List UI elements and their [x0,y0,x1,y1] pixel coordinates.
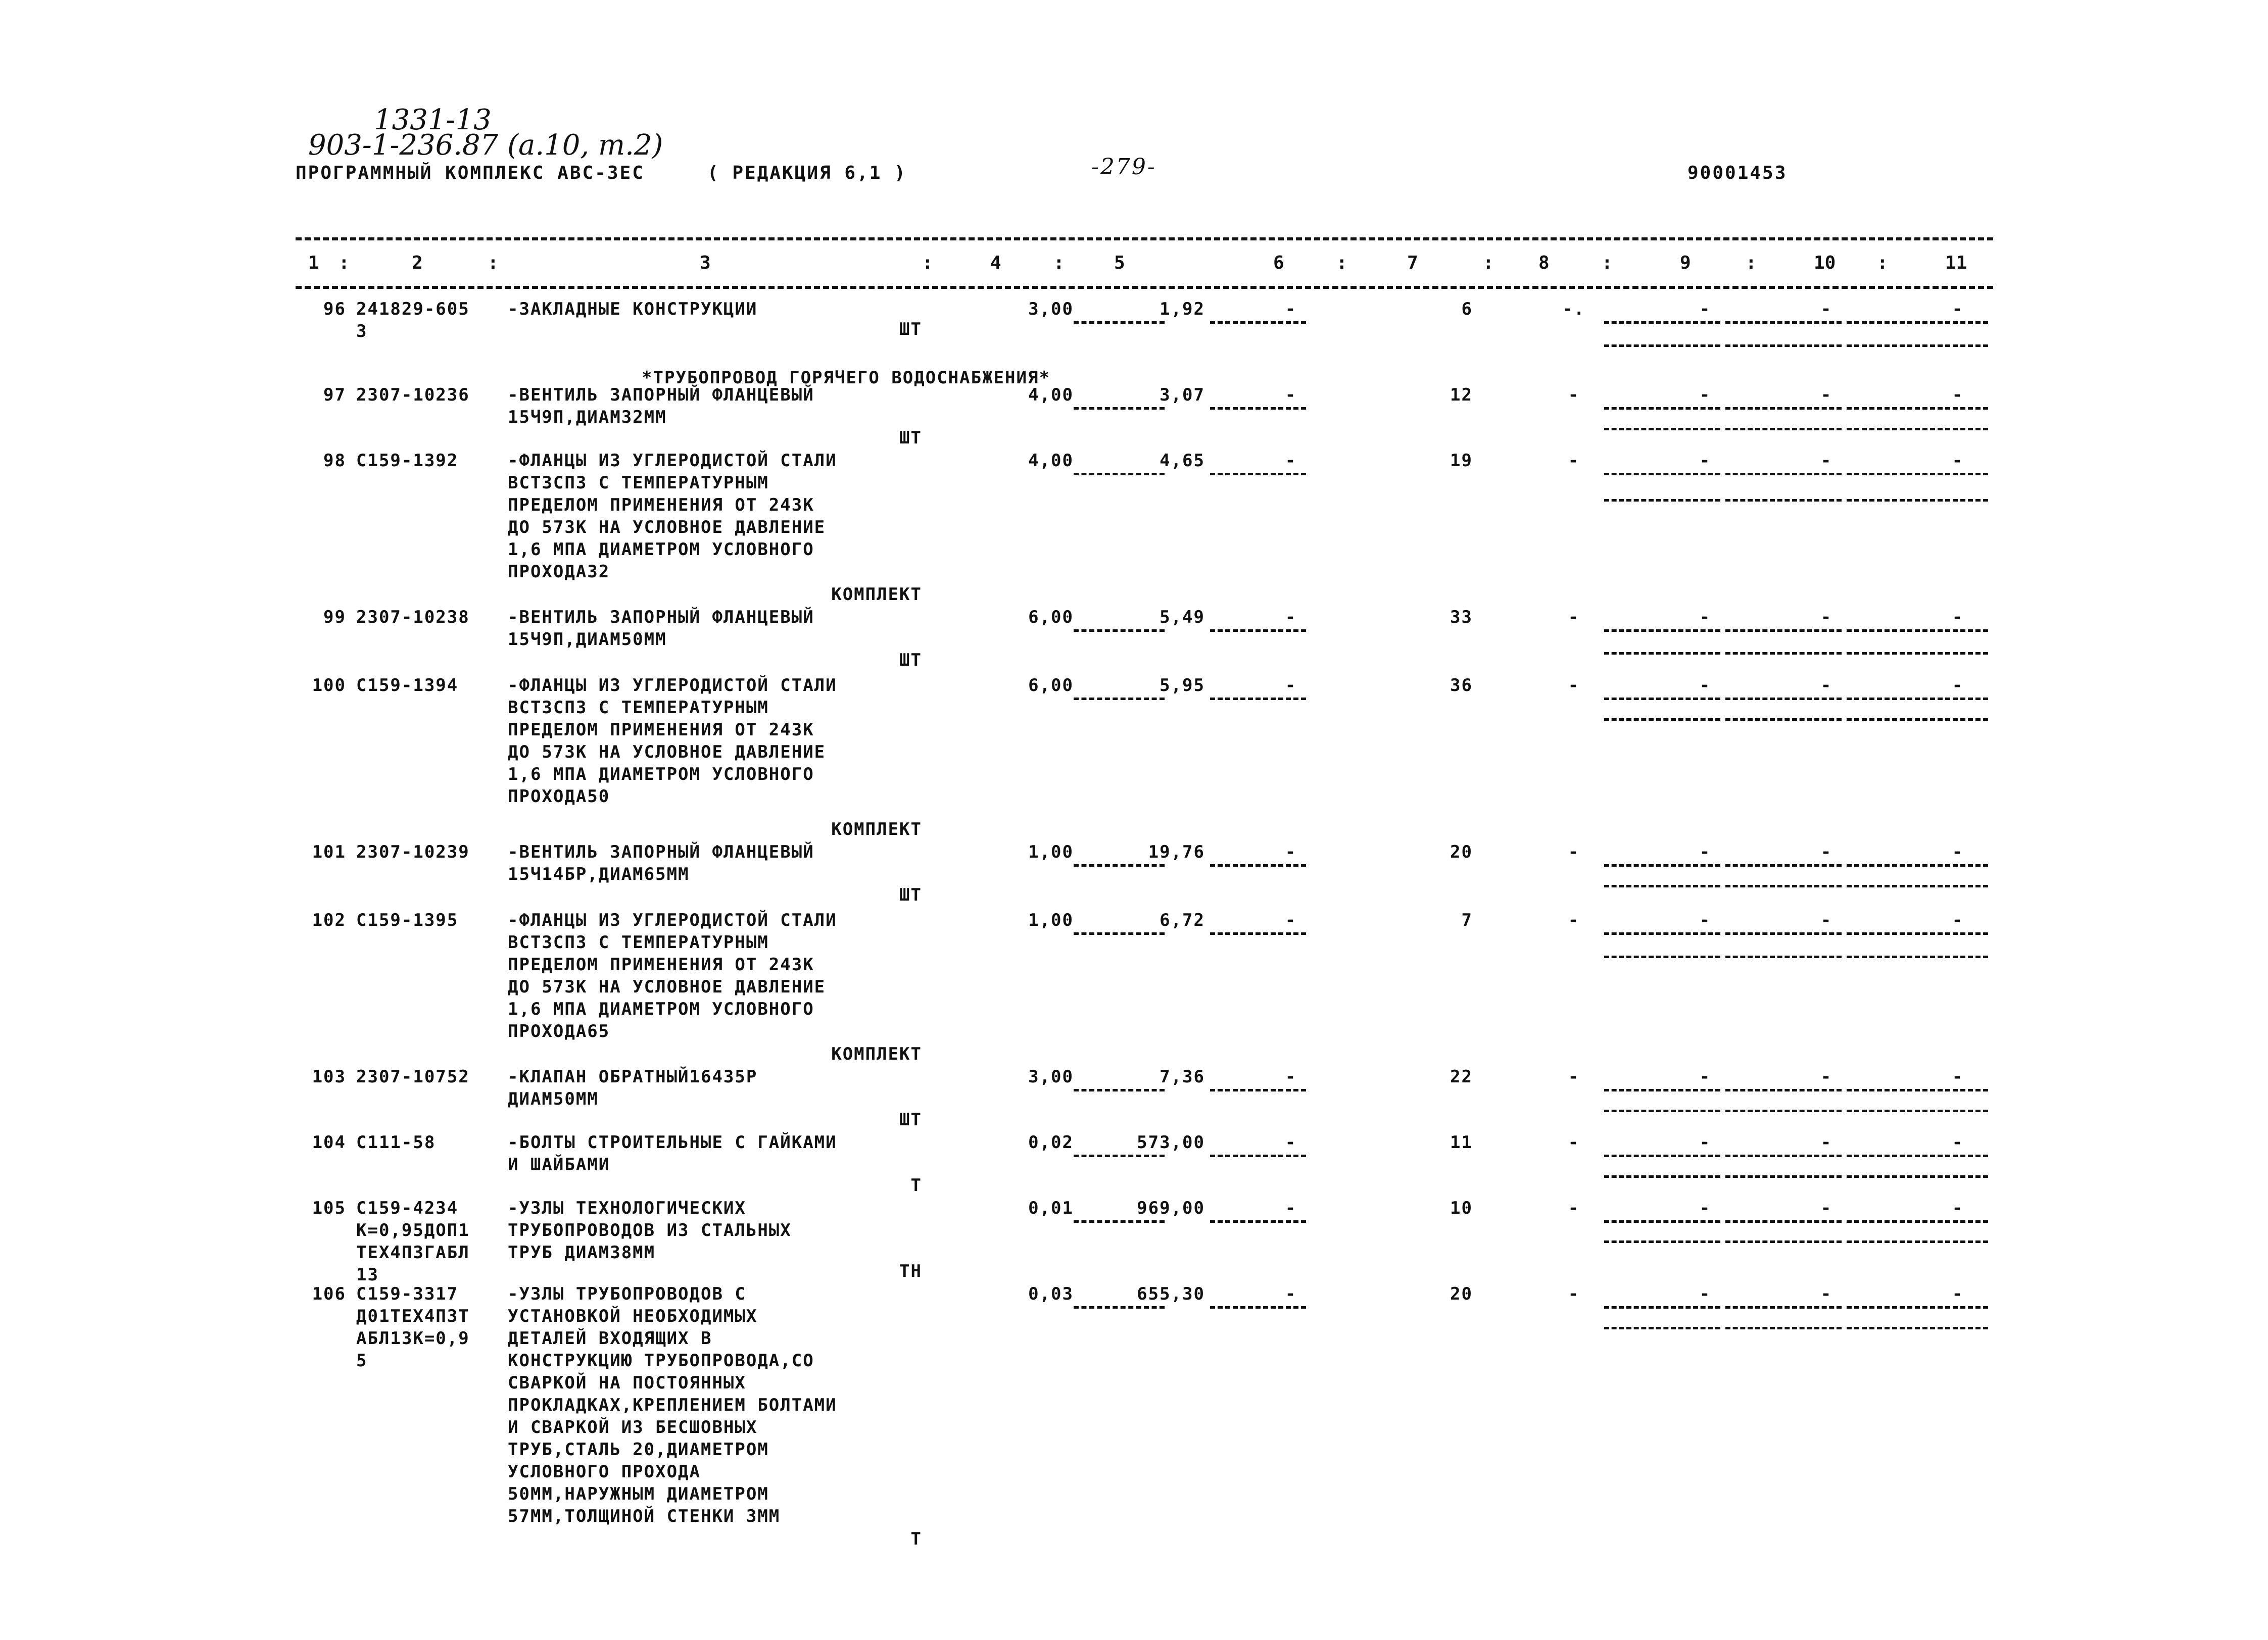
col6-value: - [1285,910,1297,930]
col9-value: - [1699,842,1711,862]
subtotal-rule [1725,1327,1842,1329]
subtotal-rule [1210,698,1306,700]
subtotal-rule [1604,1155,1720,1157]
unit-label: ШТ [899,1110,922,1130]
col8-value: - [1568,910,1580,930]
col6-value: - [1285,1067,1297,1087]
subtotal-rule [1604,1306,1720,1309]
col11-value: - [1952,1198,1964,1218]
col9-value: - [1699,607,1711,627]
subtotal-rule [1604,499,1720,502]
subtotal-rule [1604,407,1720,410]
subtotal-rule [1074,864,1165,867]
subtotal-rule [1604,344,1720,347]
subtotal-rule [1604,698,1720,700]
unit-price: 5,49 [1160,607,1205,627]
quantity: 4,00 [1028,451,1074,471]
subtotal-rule [1725,885,1842,887]
item-description: -ФЛАНЦЫ ИЗ УГЛЕРОДИСТОЙ СТАЛИ ВСТ3СП3 С ТЕМПЕРАТУРНЫМ ПРЕДЕЛОМ ПРИМЕНЕНИЯ ОТ 243К ДО 573К НА УСЛОВНОЕ ДАВЛЕНИЕ 1,6 МПА ДИАМЕТРОМ УСЛОВНОГО ПРОХОДА50 [508,675,837,807]
column-number: 3 [700,253,711,273]
col9-value: - [1699,1284,1711,1304]
subtotal-rule [1604,718,1720,721]
subtotal-rule [1725,652,1842,655]
rate-code: 241829-605 3 [356,299,470,341]
rate-code: 2307-10752 [356,1067,470,1087]
unit-label: КОМПЛЕКТ [831,584,922,605]
item-description: -ФЛАНЦЫ ИЗ УГЛЕРОДИСТОЙ СТАЛИ ВСТ3СП3 С ТЕМПЕРАТУРНЫМ ПРЕДЕЛОМ ПРИМЕНЕНИЯ ОТ 243К ДО 573К НА УСЛОВНОЕ ДАВЛЕНИЕ 1,6 МПА ДИАМЕТРОМ УСЛОВНОГО ПРОХОДА65 [508,910,837,1041]
col8-value: - [1568,451,1580,471]
col9-value: - [1699,675,1711,695]
col7-value: 22 [1450,1067,1473,1087]
rate-code: С159-1392 [356,451,459,471]
subtotal-rule [1847,1327,1988,1329]
rate-code: 2307-10239 [356,842,470,862]
col11-value: - [1952,1067,1964,1087]
quantity: 6,00 [1028,675,1074,695]
col6-value: - [1285,299,1297,319]
quantity: 1,00 [1028,842,1074,862]
col8-value: - [1568,1198,1580,1218]
row-number: 99 [323,607,346,627]
subtotal-rule [1847,344,1988,347]
subtotal-rule [1847,499,1988,502]
col11-value: - [1952,842,1964,862]
subtotal-rule [1725,698,1842,700]
subtotal-rule [1725,1089,1842,1091]
subtotal-rule [1074,473,1165,475]
unit-price: 4,65 [1160,451,1205,471]
subtotal-rule [1210,629,1306,632]
col10-value: - [1820,910,1832,930]
subtotal-rule [1210,321,1306,324]
col10-value: - [1820,385,1832,405]
subtotal-rule [1847,652,1988,655]
subtotal-rule [1725,1306,1842,1309]
col10-value: - [1820,1284,1832,1304]
subtotal-rule [1847,1240,1988,1243]
unit-label: ШТ [899,319,922,339]
col8-value: - [1568,1132,1580,1153]
subtotal-rule [1725,428,1842,430]
col11-value: - [1952,1284,1964,1304]
row-number: 97 [323,385,346,405]
unit-price: 6,72 [1160,910,1205,930]
subtotal-rule [1847,428,1988,430]
rate-code: С159-1394 [356,675,459,695]
unit-label: Т [910,1529,922,1549]
subtotal-rule [1210,407,1306,410]
subtotal-rule [1725,473,1842,475]
subtotal-rule [1074,629,1165,632]
quantity: 3,00 [1028,299,1074,319]
col10-value: - [1820,451,1832,471]
subtotal-rule [1847,885,1988,887]
subtotal-rule [1725,1110,1842,1112]
col8-value: - [1568,1284,1580,1304]
col7-value: 36 [1450,675,1473,695]
unit-price: 573,00 [1137,1132,1205,1153]
quantity: 3,00 [1028,1067,1074,1087]
col6-value: - [1285,451,1297,471]
subtotal-rule [1210,473,1306,475]
subtotal-rule [1847,1110,1988,1112]
column-number: 11 [1945,253,1967,273]
subtotal-rule [1725,956,1842,958]
column-separator: : [1877,253,1888,273]
col9-value: - [1699,910,1711,930]
col9-value: - [1699,299,1711,319]
col11-value: - [1952,299,1964,319]
subtotal-rule [1604,1110,1720,1112]
col7-value: 10 [1450,1198,1473,1218]
col11-value: - [1952,1132,1964,1153]
page-number: -279- [1091,154,1156,180]
unit-label: КОМПЛЕКТ [831,1044,922,1064]
subtotal-rule [1847,629,1988,632]
col7-value: 11 [1450,1132,1473,1153]
subtotal-rule [1725,321,1842,324]
subtotal-rule [1074,321,1165,324]
handwritten-code: 1331-13 [374,104,492,136]
subtotal-rule [1604,864,1720,867]
subtotal-rule [1847,698,1988,700]
quantity: 0,03 [1028,1284,1074,1304]
col6-value: - [1285,1284,1297,1304]
row-number: 96 [323,299,346,319]
header-rule-bottom [296,286,1993,289]
subtotal-rule [1725,864,1842,867]
col11-value: - [1952,910,1964,930]
col7-value: 20 [1450,1284,1473,1304]
subtotal-rule [1725,932,1842,935]
subtotal-rule [1604,473,1720,475]
col7-value: 19 [1450,451,1473,471]
subtotal-rule [1725,629,1842,632]
column-separator: : [339,253,350,273]
rate-code: С159-4234 К=0,95ДОП1 ТЕХ4П3ГАБЛ 13 [356,1198,470,1285]
subtotal-rule [1847,932,1988,935]
subtotal-rule [1725,407,1842,410]
col10-value: - [1820,842,1832,862]
header-rule-top [296,237,1993,240]
column-separator: : [922,253,933,273]
subtotal-rule [1604,321,1720,324]
item-description: -ЗАКЛАДНЫЕ КОНСТРУКЦИИ [508,299,758,319]
subtotal-rule [1847,1306,1988,1309]
unit-label: Т [910,1175,922,1196]
subtotal-rule [1074,1155,1165,1157]
subtotal-rule [1074,698,1165,700]
subtotal-rule [1604,1240,1720,1243]
subtotal-rule [1074,1306,1165,1309]
subtotal-rule [1604,629,1720,632]
row-number: 106 [312,1284,346,1304]
rate-code: С159-1395 [356,910,459,930]
subtotal-rule [1725,1175,1842,1178]
col8-value: - [1568,607,1580,627]
col10-value: - [1820,675,1832,695]
quantity: 6,00 [1028,607,1074,627]
subtotal-rule [1210,864,1306,867]
subtotal-rule [1074,1220,1165,1223]
row-number: 98 [323,451,346,471]
column-number: 5 [1114,253,1125,273]
subtotal-rule [1847,1089,1988,1091]
col9-value: - [1699,451,1711,471]
column-number: 9 [1680,253,1691,273]
col9-value: - [1699,1198,1711,1218]
col8-value: -. [1562,299,1585,319]
column-number: 10 [1814,253,1836,273]
item-description: -ФЛАНЦЫ ИЗ УГЛЕРОДИСТОЙ СТАЛИ ВСТ3СП3 С ТЕМПЕРАТУРНЫМ ПРЕДЕЛОМ ПРИМЕНЕНИЯ ОТ 243К ДО 573К НА УСЛОВНОЕ ДАВЛЕНИЕ 1,6 МПА ДИАМЕТРОМ УСЛОВНОГО ПРОХОДА32 [508,451,837,582]
row-number: 102 [312,910,346,930]
subtotal-rule [1725,1220,1842,1223]
subtotal-rule [1847,321,1988,324]
column-number: 7 [1407,253,1418,273]
column-separator: : [1602,253,1613,273]
col7-value: 6 [1461,299,1473,319]
col9-value: - [1699,385,1711,405]
unit-price: 19,76 [1148,842,1205,862]
unit-price: 969,00 [1137,1198,1205,1218]
subtotal-rule [1604,956,1720,958]
item-description: -БОЛТЫ СТРОИТЕЛЬНЫЕ С ГАЙКАМИ И ШАЙБАМИ [508,1132,837,1175]
col8-value: - [1568,1067,1580,1087]
item-description: -ВЕНТИЛЬ ЗАПОРНЫЙ ФЛАНЦЕВЫЙ 15Ч9П,ДИАМ50ММ [508,607,814,650]
subtotal-rule [1210,1089,1306,1091]
item-description: -КЛАПАН ОБРАТНЫЙ16435Р ДИАМ50ММ [508,1067,758,1109]
edition-label: ( РЕДАКЦИЯ 6,1 ) [707,163,907,183]
column-separator: : [1336,253,1347,273]
column-separator: : [1483,253,1494,273]
subtotal-rule [1210,932,1306,935]
subtotal-rule [1847,1155,1988,1157]
subtotal-rule [1210,1155,1306,1157]
col6-value: - [1285,1198,1297,1218]
column-separator: : [1053,253,1065,273]
subtotal-rule [1847,1220,1988,1223]
subtotal-rule [1847,956,1988,958]
unit-price: 1,92 [1160,299,1205,319]
program-title: ПРОГРАММНЫЙ КОМПЛЕКС АВС-ЗЕС [296,163,645,183]
unit-price: 5,95 [1160,675,1205,695]
col6-value: - [1285,607,1297,627]
col10-value: - [1820,299,1832,319]
subtotal-rule [1725,344,1842,347]
column-number: 2 [412,253,423,273]
row-number: 104 [312,1132,346,1153]
column-number: 1 [308,253,319,273]
col11-value: - [1952,451,1964,471]
subtotal-rule [1604,932,1720,935]
rate-code: 2307-10236 [356,385,470,405]
col8-value: - [1568,385,1580,405]
col6-value: - [1285,385,1297,405]
subtotal-rule [1604,652,1720,655]
col10-value: - [1820,607,1832,627]
document-code: 90001453 [1687,163,1788,183]
rate-code: С159-3317 Д01ТЕХ4П3Т АБЛ13К=0,9 5 [356,1284,470,1371]
subtotal-rule [1210,1306,1306,1309]
col11-value: - [1952,607,1964,627]
unit-price: 7,36 [1160,1067,1205,1087]
col8-value: - [1568,675,1580,695]
row-number: 101 [312,842,346,862]
subtotal-rule [1847,864,1988,867]
item-description: -УЗЛЫ ТЕХНОЛОГИЧЕСКИХ ТРУБОПРОВОДОВ ИЗ СТАЛЬНЫХ ТРУБ ДИАМ38ММ [508,1198,792,1263]
subtotal-rule [1847,1175,1988,1178]
column-number: 6 [1273,253,1284,273]
unit-label: ШТ [899,428,922,448]
col7-value: 7 [1461,910,1473,930]
col11-value: - [1952,675,1964,695]
handwritten-reference: 903-1-236.87 (a.10, т.2) [308,129,663,162]
col10-value: - [1820,1067,1832,1087]
subtotal-rule [1604,1220,1720,1223]
col6-value: - [1285,1132,1297,1153]
subtotal-rule [1604,1175,1720,1178]
subtotal-rule [1074,932,1165,935]
unit-price: 655,30 [1137,1284,1205,1304]
col9-value: - [1699,1132,1711,1153]
subtotal-rule [1725,1155,1842,1157]
column-number: 4 [990,253,1001,273]
subtotal-rule [1847,473,1988,475]
col7-value: 12 [1450,385,1473,405]
col8-value: - [1568,842,1580,862]
quantity: 1,00 [1028,910,1074,930]
row-number: 103 [312,1067,346,1087]
col7-value: 33 [1450,607,1473,627]
estimate-table [296,298,1993,1561]
quantity: 0,01 [1028,1198,1074,1218]
unit-label: ШТ [899,885,922,905]
subtotal-rule [1074,1089,1165,1091]
col10-value: - [1820,1132,1832,1153]
row-number: 105 [312,1198,346,1218]
quantity: 4,00 [1028,385,1074,405]
column-separator: : [1746,253,1757,273]
col6-value: - [1285,842,1297,862]
rate-code: С111-58 [356,1132,436,1153]
col7-value: 20 [1450,842,1473,862]
col9-value: - [1699,1067,1711,1087]
subtotal-rule [1604,1327,1720,1329]
subtotal-rule [1604,885,1720,887]
subtotal-rule [1074,407,1165,410]
subtotal-rule [1725,499,1842,502]
unit-label: ТН [899,1261,922,1281]
unit-label: ШТ [899,650,922,670]
item-description: -ВЕНТИЛЬ ЗАПОРНЫЙ ФЛАНЦЕВЫЙ 15Ч14БР,ДИАМ65ММ [508,842,814,884]
item-description: -УЗЛЫ ТРУБОПРОВОДОВ С УСТАНОВКОЙ НЕОБХОДИМЫХ ДЕТАЛЕЙ ВХОДЯЩИХ В КОНСТРУКЦИЮ ТРУБОПРОВОДА,СО СВАРКОЙ НА ПОСТОЯННЫХ ПРОКЛАДКАХ,КРЕПЛЕНИЕМ БОЛТАМИ И СВАРКОЙ ИЗ БЕСШОВНЫХ ТРУБ,СТАЛЬ 20,ДИАМЕТРОМ УСЛОВНОГО ПРОХОДА 50ММ,НАРУЖНЫМ ДИАМЕТРОМ 57ММ,ТОЛЩИНОЙ СТЕНКИ 3ММ [508,1284,837,1526]
item-description: -ВЕНТИЛЬ ЗАПОРНЫЙ ФЛАНЦЕВЫЙ 15Ч9П,ДИАМ32ММ [508,385,814,427]
subtotal-rule [1604,1089,1720,1091]
subtotal-rule [1725,718,1842,721]
column-separator: : [488,253,499,273]
rate-code: 2307-10238 [356,607,470,627]
subtotal-rule [1604,428,1720,430]
row-number: 100 [312,675,346,695]
col10-value: - [1820,1198,1832,1218]
column-header-row [296,253,1993,281]
col6-value: - [1285,675,1297,695]
subtotal-rule [1847,718,1988,721]
unit-label: КОМПЛЕКТ [831,819,922,839]
quantity: 0,02 [1028,1132,1074,1153]
col11-value: - [1952,385,1964,405]
subtotal-rule [1210,1220,1306,1223]
section-title: *ТРУБОПРОВОД ГОРЯЧЕГО ВОДОСНАБЖЕНИЯ* [642,368,1050,388]
unit-price: 3,07 [1160,385,1205,405]
subtotal-rule [1847,407,1988,410]
subtotal-rule [1725,1240,1842,1243]
column-number: 8 [1538,253,1550,273]
